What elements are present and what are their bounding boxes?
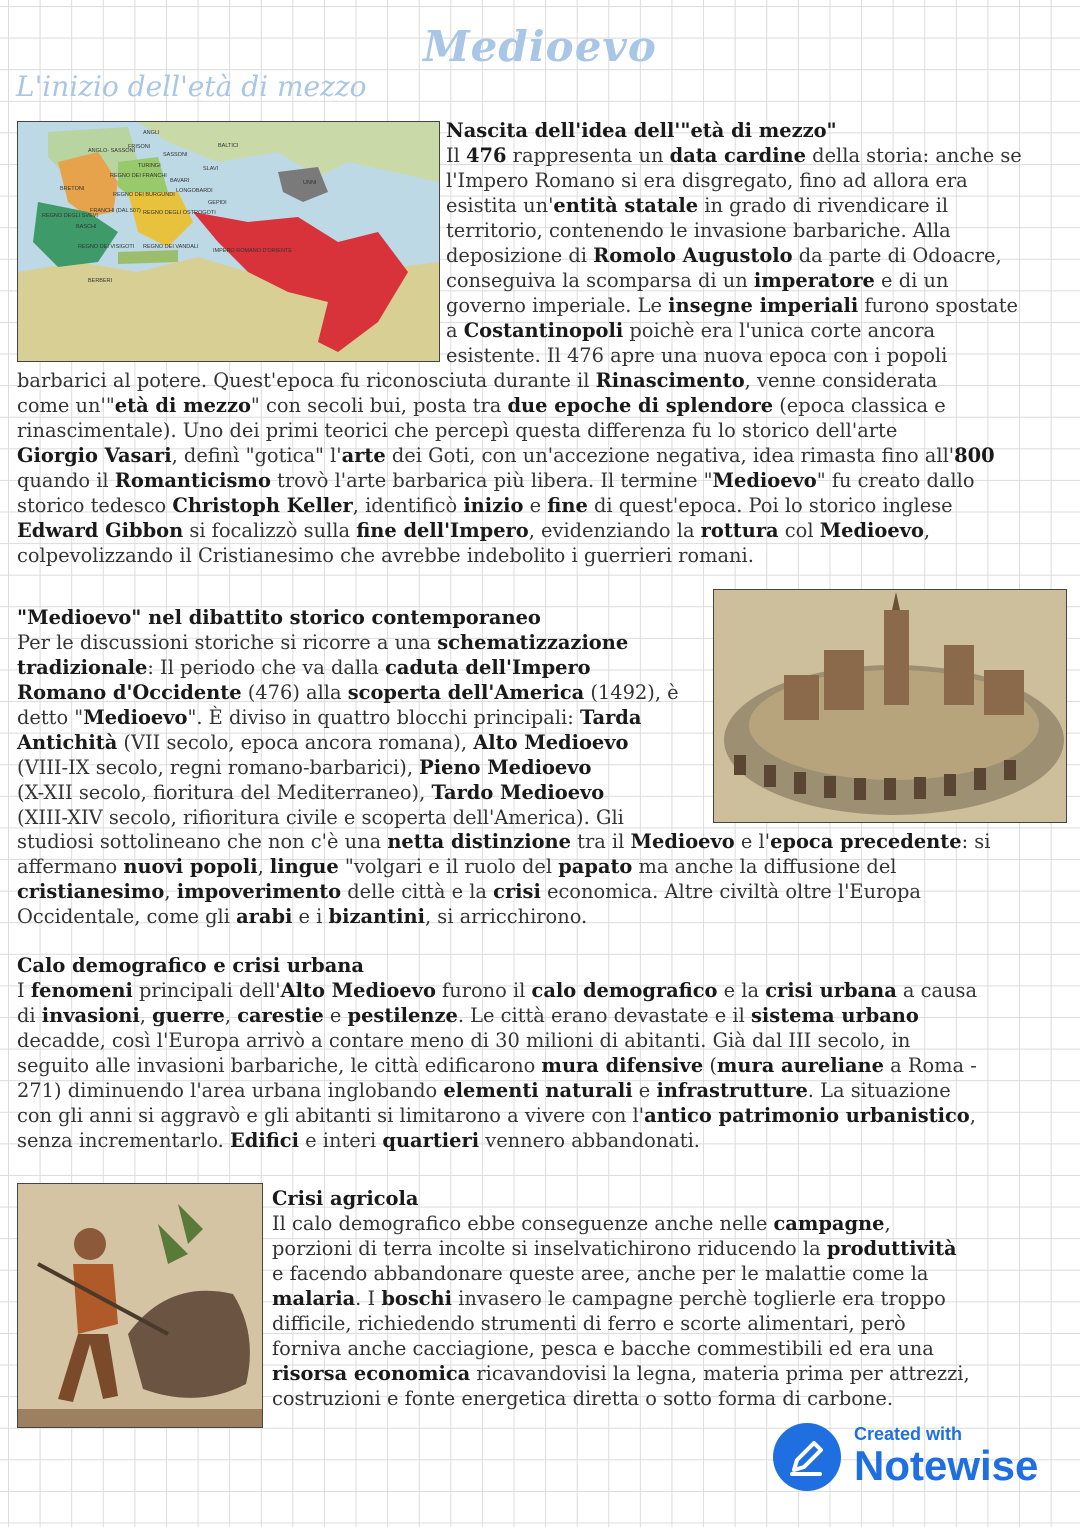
text-run: trovò l'arte barbarica più libera. Il termine " (270, 469, 713, 492)
section-text-full (17, 829, 1067, 929)
logo-line2: Notewise (854, 1442, 1039, 1489)
bold-term: Romano d'Occidente (17, 681, 242, 704)
text-run: difficile, richiedendo strumenti di ferro e scorte alimentari, però (272, 1312, 906, 1335)
text-line (17, 393, 1067, 418)
text-line (272, 1211, 1062, 1236)
bold-term: entità statale (553, 194, 699, 217)
logo-line1: Created with (854, 1424, 963, 1444)
mosaic-image (17, 1183, 263, 1428)
text-line (17, 879, 1067, 904)
text-line (17, 630, 717, 655)
text-run: , definì "gotica" l' (171, 444, 342, 467)
text-run: affermano (17, 855, 124, 878)
bold-term: crisi (493, 880, 541, 903)
text-line (272, 1261, 1062, 1286)
text-run: costruzioni e fonte energetica diretta o sotto forma di carbone. (272, 1387, 894, 1410)
map-label: REGNO DEI BURGUNDI (113, 192, 175, 198)
bold-term: arabi (236, 905, 293, 928)
text-run: a (446, 319, 464, 342)
bold-term: Tardo Medioevo (431, 781, 605, 804)
bold-term: Pieno Medioevo (419, 756, 592, 779)
bold-term: Medioevo (630, 830, 735, 853)
map-label: REGNO DEGLI OSTROGOTI (143, 210, 216, 216)
page-subtitle: L'inizio dell'età di mezzo (16, 70, 367, 103)
text-line (17, 829, 1067, 854)
text-line (272, 1361, 1062, 1386)
text-run: rinascimentale). Uno dei primi teorici che percepì questa differenza fu lo storico dell'arte (17, 419, 898, 442)
bold-term: Romanticismo (114, 469, 271, 492)
text-line (446, 143, 1066, 168)
text-run: e l' (734, 830, 771, 853)
bold-term: carestie (237, 1004, 324, 1027)
map-image (17, 121, 440, 362)
text-line (17, 1003, 1067, 1028)
text-run: con gli anni si aggravò e gli abitanti si limitarono a vivere con l' (17, 1104, 645, 1127)
bold-term: Rinascimento (595, 369, 745, 392)
text-run: ( (703, 1054, 717, 1077)
section-nascita (446, 118, 1066, 368)
bold-term: Christoph Keller (172, 494, 353, 517)
text-run: da parte di Odoacre, (792, 244, 1002, 267)
text-run: e (632, 1079, 657, 1102)
text-line (446, 268, 1066, 293)
text-run: : Il periodo che va dalla (147, 656, 386, 679)
map-label: UNNI (303, 180, 317, 186)
text-run: , identificò (352, 494, 464, 517)
text-run: e facendo abbandonare queste aree, anche per le malattie come la (272, 1262, 929, 1285)
text-line (17, 1078, 1067, 1103)
text-run: Per le discussioni storiche si ricorre a una (17, 631, 438, 654)
text-run: . I (355, 1287, 382, 1310)
text-run: porzioni di terra incolte si inselvatichirono riducendo la (272, 1237, 827, 1260)
text-run: Il (446, 144, 467, 167)
text-run: e (523, 494, 548, 517)
map-label: GEPIDI (208, 200, 227, 206)
text-run: col (778, 519, 820, 542)
bold-term: Medioevo (83, 706, 188, 729)
bold-term: Costantinopoli (463, 319, 624, 342)
bold-term: fenomeni (30, 979, 133, 1002)
section-text-full (17, 368, 1067, 568)
bold-term: Romolo Augustolo (593, 244, 793, 267)
bold-term: età di mezzo (114, 394, 251, 417)
section-agricola (272, 1186, 1062, 1411)
text-run: ma anche la diffusione del (632, 855, 897, 878)
text-run: : si (961, 830, 991, 853)
section-heading: Calo demografico e crisi urbana (17, 954, 364, 977)
section-text-narrow (17, 630, 717, 830)
bold-term: caduta dell'Impero (385, 656, 591, 679)
map-label: BAVARI (170, 178, 190, 184)
text-line (17, 418, 1067, 443)
text-run: (epoca classica e (773, 394, 946, 417)
text-run: barbarici al potere. Quest'epoca fu riconosciuta durante il (17, 369, 596, 392)
text-run: ". È diviso in quattro blocchi principali: (187, 706, 580, 729)
text-run: della storia: anche se (806, 144, 1022, 167)
bold-term: Giorgio Vasari (17, 444, 172, 467)
map-label: REGNO DEI VANDALI (143, 244, 199, 250)
bold-term: Alto Medioevo (473, 731, 629, 754)
text-run: " fu creato dallo (816, 469, 975, 492)
bold-term: produttività (826, 1237, 957, 1260)
bold-term: inizio (463, 494, 524, 517)
text-line (17, 543, 1067, 568)
text-run: e i (292, 905, 329, 928)
bold-term: insegne imperiali (668, 294, 859, 317)
section-dibattito-continued (17, 829, 1067, 929)
pen-icon (772, 1422, 842, 1492)
text-line (17, 655, 717, 680)
bold-term: data cardine (669, 144, 806, 167)
bold-term: Tarda (579, 706, 642, 729)
text-line (17, 755, 717, 780)
text-run: dei Goti, con un'accezione negativa, idea rimasta fino all' (385, 444, 955, 467)
bold-term: risorsa economica (272, 1362, 471, 1385)
text-run: , (884, 1212, 891, 1235)
bold-term: bizantini (328, 905, 425, 928)
text-line (446, 243, 1066, 268)
text-line (17, 443, 1067, 468)
text-run: . Le città erano devastate e il (457, 1004, 752, 1027)
bold-term: invasioni (41, 1004, 140, 1027)
bold-term: sistema urbano (751, 1004, 919, 1027)
text-run: 271) diminuendo l'area urbana inglobando (17, 1079, 444, 1102)
text-run: territorio, contenendo le invasione barbariche. Alla (446, 219, 951, 242)
text-run: come un'" (17, 394, 115, 417)
text-run: Il calo demografico ebbe conseguenze anche nelle (272, 1212, 774, 1235)
bold-term: mura difensive (541, 1054, 704, 1077)
text-run: e la (717, 979, 766, 1002)
bold-term: 476 (466, 144, 507, 167)
text-line (17, 368, 1067, 393)
bold-term: schematizzazione (437, 631, 629, 654)
text-run: di (17, 1004, 42, 1027)
text-line (17, 493, 1067, 518)
text-line (446, 293, 1066, 318)
text-run: esistente. Il 476 apre una nuova epoca con i popoli (446, 344, 948, 367)
map-label: REGNO DEGLI SVEVI (42, 213, 98, 219)
bold-term: Medioevo (819, 519, 924, 542)
map-label: REGNO DEI FRANCHI (110, 173, 167, 179)
text-run: vennero abbandonati. (479, 1129, 700, 1152)
bold-term: quartieri (382, 1129, 480, 1152)
bold-term: lingue (269, 855, 339, 878)
bold-term: 800 (954, 444, 995, 467)
section-calo (17, 953, 1067, 1153)
map-label: ANGLO- SASSONI (88, 148, 136, 154)
bold-term: infrastrutture (656, 1079, 808, 1102)
map-label: ANGLI (143, 130, 160, 136)
text-run: in grado di rivendicare il (698, 194, 949, 217)
bold-term: tradizionale (17, 656, 148, 679)
section-text-narrow (446, 143, 1066, 368)
text-run: , si arricchirono. (424, 905, 588, 928)
text-run: forniva anche cacciagione, pesca e bacche commestibili ed era una (272, 1337, 934, 1360)
text-run: a causa (896, 979, 978, 1002)
bold-term: Antichità (17, 731, 118, 754)
text-run: ricavandovisi la legna, materia prima per attrezzi, (470, 1362, 970, 1385)
map-label: BALTICI (218, 143, 239, 149)
section-heading: Nascita dell'idea dell'"età di mezzo" (446, 119, 837, 142)
bold-term: Alto Medioevo (280, 979, 436, 1002)
text-line (272, 1311, 1062, 1336)
text-run: e (323, 1004, 348, 1027)
bold-term: epoca precedente (770, 830, 962, 853)
section-text (272, 1211, 1062, 1411)
text-run: , (224, 1004, 238, 1027)
text-run: (VII secolo, epoca ancora romana), (117, 731, 474, 754)
text-line (17, 518, 1067, 543)
map-label: BRETONI (60, 186, 85, 192)
text-run: studiosi sottolineano che non c'è una (17, 830, 388, 853)
text-run: tra il (570, 830, 631, 853)
text-run: Occidentale, come gli (17, 905, 237, 928)
text-run: , (139, 1004, 153, 1027)
bold-term: nuovi popoli (123, 855, 258, 878)
text-line (272, 1336, 1062, 1361)
text-line (17, 730, 717, 755)
text-run: (X-XII secolo, fioritura del Mediterraneo), (17, 781, 432, 804)
text-run: furono il (435, 979, 532, 1002)
bold-term: crisi urbana (765, 979, 897, 1002)
bold-term: Edward Gibbon (17, 519, 184, 542)
page-title: Medioevo (423, 22, 657, 71)
map-label: LONGOBARDI (176, 188, 213, 194)
text-run: , (923, 519, 931, 542)
text-line (446, 343, 1066, 368)
text-line (17, 705, 717, 730)
map-label: BERBERI (88, 278, 113, 284)
bold-term: boschi (381, 1287, 453, 1310)
text-line (17, 680, 717, 705)
text-run: e di un (874, 269, 949, 292)
text-line (272, 1386, 1062, 1411)
text-line (17, 854, 1067, 879)
text-run: economica. Altre civiltà oltre l'Europa (540, 880, 921, 903)
text-line (17, 780, 717, 805)
text-line (446, 168, 1066, 193)
text-run: rappresenta un (506, 144, 670, 167)
bold-term: elementi naturali (443, 1079, 633, 1102)
map-label: SLAVI (203, 166, 219, 172)
bold-term: cristianesimo (17, 880, 165, 903)
text-line (17, 1103, 1067, 1128)
text-run: colpevolizzando il Cristianesimo che avrebbe indebolito i guerrieri romani. (17, 544, 754, 567)
bold-term: fine dell'Impero (356, 519, 529, 542)
bold-term: antico patrimonio urbanistico (644, 1104, 970, 1127)
bold-term: pestilenze (347, 1004, 458, 1027)
bold-term: mura aureliane (716, 1054, 884, 1077)
bold-term: rottura (700, 519, 779, 542)
text-run: " con secoli bui, posta tra (250, 394, 508, 417)
text-run: si focalizzò sulla (183, 519, 357, 542)
map-label: FRISONI (128, 144, 151, 150)
text-run: principali dell' (132, 979, 281, 1002)
map-label: SASSONI (163, 152, 188, 158)
bold-term: netta distinzione (387, 830, 571, 853)
text-run: "volgari e il ruolo del (338, 855, 559, 878)
text-line (17, 1053, 1067, 1078)
text-line (17, 904, 1067, 929)
section-nascita-continued (17, 368, 1067, 568)
text-run: conseguiva la scomparsa di un (446, 269, 754, 292)
city-image (713, 589, 1067, 823)
map-label: TURINGI (138, 163, 161, 169)
text-run: I (17, 979, 31, 1002)
text-run: . La situazione (807, 1079, 951, 1102)
text-line (446, 193, 1066, 218)
section-heading: "Medioevo" nel dibattito storico contemporaneo (17, 606, 541, 629)
text-run: , (257, 855, 270, 878)
text-run: (XIII-XIV secolo, rifioritura civile e scoperta dell'America). Gli (17, 806, 624, 829)
section-dibattito (17, 605, 717, 830)
text-run: di quest'epoca. Poi lo storico inglese (587, 494, 953, 517)
text-line (17, 978, 1067, 1003)
text-line (272, 1236, 1062, 1261)
text-line (17, 468, 1067, 493)
text-run: decadde, così l'Europa arrivò a contare meno di 30 milioni di abitanti. Già dal III secolo, in (17, 1029, 911, 1052)
text-line (446, 218, 1066, 243)
section-heading: Crisi agricola (272, 1187, 419, 1210)
text-run: , (164, 880, 177, 903)
bold-term: due epoche di splendore (507, 394, 774, 417)
text-run: , (969, 1104, 976, 1127)
text-run: invasero le campagne perchè toglierle era troppo (452, 1287, 946, 1310)
text-run: (1492), è (584, 681, 679, 704)
text-run: poichè era l'unica corte ancora (623, 319, 936, 342)
text-run: e interi (298, 1129, 383, 1152)
text-line (446, 318, 1066, 343)
section-text (17, 978, 1067, 1153)
bold-term: scoperta dell'America (347, 681, 585, 704)
map-label: BASCHI (76, 224, 97, 230)
text-run: (VIII-IX secolo, regni romano-barbarici), (17, 756, 420, 779)
text-run: (476) alla (241, 681, 348, 704)
text-run: furono spostate (858, 294, 1018, 317)
text-line (17, 1028, 1067, 1053)
text-line (17, 805, 717, 830)
text-run: deposizione di (446, 244, 594, 267)
notewise-logo (772, 1420, 1062, 1494)
text-run: l'Impero Romano si era disgregato, fino ad allora era (446, 169, 968, 192)
text-line (17, 1128, 1067, 1153)
text-run: detto " (17, 706, 84, 729)
text-run: storico tedesco (17, 494, 173, 517)
bold-term: Edifici (230, 1129, 299, 1152)
bold-term: calo demografico (531, 979, 718, 1002)
map-label: REGNO DEI VISIGOTI (78, 244, 135, 250)
bold-term: campagne (773, 1212, 885, 1235)
text-line (272, 1286, 1062, 1311)
text-run: quando il (17, 469, 115, 492)
bold-term: papato (558, 855, 633, 878)
text-run: a Roma - (883, 1054, 977, 1077)
map-label: IMPERO ROMANO D'ORIENTE (213, 248, 292, 254)
bold-term: malaria (272, 1287, 356, 1310)
text-run: , evidenziando la (528, 519, 701, 542)
bold-term: fine (547, 494, 588, 517)
bold-term: imperatore (753, 269, 875, 292)
bold-term: Medioevo (712, 469, 817, 492)
bold-term: arte (341, 444, 386, 467)
text-run: governo imperiale. Le (446, 294, 669, 317)
map-label: FRANCHI (DAL 507) (90, 208, 141, 214)
bold-term: guerre (152, 1004, 225, 1027)
text-run: , venne considerata (744, 369, 938, 392)
text-run: senza incrementarlo. (17, 1129, 230, 1152)
text-run: delle città e la (341, 880, 494, 903)
bold-term: impoverimento (176, 880, 342, 903)
text-run: esistita un' (446, 194, 554, 217)
text-run: seguito alle invasioni barbariche, le città edificarono (17, 1054, 542, 1077)
